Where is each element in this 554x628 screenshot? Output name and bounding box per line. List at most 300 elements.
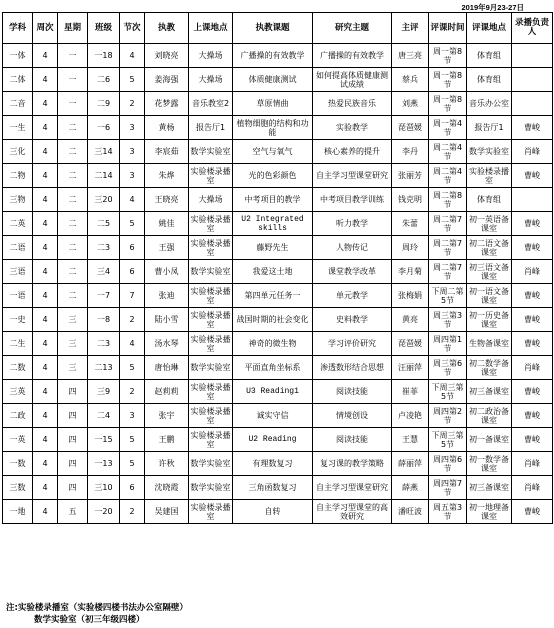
table-cell: 初三备课室: [467, 476, 512, 500]
table-cell: 2: [120, 92, 145, 116]
table-row: [3, 284, 553, 308]
table-cell: 3: [120, 140, 145, 164]
header-cell: 学科: [3, 13, 33, 44]
table-cell: 实验楼录播室: [189, 236, 233, 260]
table-cell: 热爱民族音乐: [313, 92, 392, 116]
table-cell: 沈晓霞: [145, 476, 189, 500]
table-cell: 4: [33, 68, 58, 92]
table-cell: 肖峰: [512, 452, 553, 476]
table-cell: 4: [33, 356, 58, 380]
date-range: 2019年9月23-27日: [461, 3, 524, 12]
table-cell: 音乐教室2: [189, 92, 233, 116]
table-cell: 王慧: [392, 428, 429, 452]
table-cell: 二: [58, 212, 88, 236]
table-cell: 6: [120, 476, 145, 500]
table-cell: 体育组: [467, 188, 512, 212]
table-cell: 卢凌艳: [392, 404, 429, 428]
table-cell: 三14: [88, 140, 120, 164]
table-row: [3, 380, 553, 404]
table-cell: 蔡兵: [392, 68, 429, 92]
table-cell: 初二语文备课室: [467, 236, 512, 260]
table-cell: 草原情曲: [233, 92, 313, 116]
table-cell: 4: [33, 332, 58, 356]
table-cell: 王鹏: [145, 428, 189, 452]
table-cell: 学习评价研究: [313, 332, 392, 356]
table-cell: 张丽芳: [392, 164, 429, 188]
header-cell: 周次: [33, 13, 58, 44]
header-cell: 录播负责人: [512, 13, 553, 44]
table-cell: 曹峻: [512, 332, 553, 356]
table-row: [3, 356, 553, 380]
table-cell: 二数: [3, 356, 33, 380]
table-cell: 二: [58, 236, 88, 260]
table-cell: 琵琶媛: [392, 116, 429, 140]
table-cell: 二4: [88, 404, 120, 428]
table-cell: 平面直角坐标系: [233, 356, 313, 380]
schedule-body: [3, 44, 553, 524]
table-cell: 曹小凤: [145, 260, 189, 284]
table-cell: 数学实验室: [189, 140, 233, 164]
header-cell: 评课时间: [429, 13, 467, 44]
table-cell: 唐三亮: [392, 44, 429, 68]
table-cell: 4: [120, 332, 145, 356]
table-cell: 二6: [88, 68, 120, 92]
table-cell: 第四单元任务一: [233, 284, 313, 308]
table-cell: 初一历史备课室: [467, 308, 512, 332]
table-cell: 4: [33, 140, 58, 164]
table-cell: 音乐办公室: [467, 92, 512, 116]
table-row: [3, 68, 553, 92]
table-cell: 实验楼录播室: [189, 212, 233, 236]
table-cell: 汪丽萍: [392, 356, 429, 380]
table-cell: 花梦露: [145, 92, 189, 116]
table-cell: 周三第3节: [429, 308, 467, 332]
table-row: [3, 260, 553, 284]
table-cell: 二: [58, 164, 88, 188]
table-cell: 4: [33, 404, 58, 428]
table-cell: 一英: [3, 428, 33, 452]
table-cell: 王强: [145, 236, 189, 260]
footnote: [6, 602, 188, 626]
table-row: [3, 308, 553, 332]
table-cell: 二: [58, 116, 88, 140]
table-cell: 体育组: [467, 68, 512, 92]
table-cell: 2: [120, 308, 145, 332]
table-cell: 4: [120, 44, 145, 68]
table-cell: 5: [120, 452, 145, 476]
table-cell: 周一第8节: [429, 92, 467, 116]
table-cell: 渗透数形结合思想: [313, 356, 392, 380]
table-cell: 曹峻: [512, 404, 553, 428]
table-cell: 周四第6节: [429, 452, 467, 476]
table-cell: 三4: [88, 260, 120, 284]
table-cell: 4: [33, 236, 58, 260]
table-cell: 体质健康测试: [233, 68, 313, 92]
table-cell: 吴建国: [145, 500, 189, 524]
header-cell: 上课地点: [189, 13, 233, 44]
table-cell: 情境创设: [313, 404, 392, 428]
table-cell: 大操场: [189, 44, 233, 68]
table-cell: 周玲: [392, 236, 429, 260]
table-cell: 四: [58, 404, 88, 428]
table-cell: 黄亮: [392, 308, 429, 332]
table-cell: 曹峻: [512, 308, 553, 332]
table-cell: 自转: [233, 500, 313, 524]
table-cell: [512, 92, 553, 116]
table-cell: 复习课的教学策略: [313, 452, 392, 476]
table-cell: 空气与氧气: [233, 140, 313, 164]
table-cell: 一体: [3, 44, 33, 68]
table-cell: 陆小雪: [145, 308, 189, 332]
table-cell: 初三备课室: [467, 380, 512, 404]
table-cell: 曹峻: [512, 500, 553, 524]
table-cell: 李宸茹: [145, 140, 189, 164]
table-cell: 三物: [3, 188, 33, 212]
table-cell: 姚佳: [145, 212, 189, 236]
table-cell: 中考项目教学训练: [313, 188, 392, 212]
table-cell: 二物: [3, 164, 33, 188]
table-cell: 4: [33, 500, 58, 524]
table-cell: 藤野先生: [233, 236, 313, 260]
table-cell: 黄杨: [145, 116, 189, 140]
table-cell: U2 Integrated skills: [233, 212, 313, 236]
table-cell: 一18: [88, 44, 120, 68]
table-row: [3, 332, 553, 356]
table-row: [3, 44, 553, 68]
header-cell: 班级: [88, 13, 120, 44]
table-cell: 初二政治备课室: [467, 404, 512, 428]
table-cell: 史料教学: [313, 308, 392, 332]
table-cell: 二5: [88, 212, 120, 236]
table-cell: U3 Reading1: [233, 380, 313, 404]
table-cell: 二体: [3, 68, 33, 92]
table-cell: 实验教学: [313, 116, 392, 140]
table-row: [3, 116, 553, 140]
header-cell: 执教: [145, 13, 189, 44]
table-cell: 初一备课室: [467, 428, 512, 452]
table-cell: 5: [120, 212, 145, 236]
table-cell: 4: [33, 116, 58, 140]
table-cell: 姜海强: [145, 68, 189, 92]
header-cell: 研究主题: [313, 13, 392, 44]
table-cell: 数学实验室: [189, 476, 233, 500]
table-cell: 数学实验室: [467, 140, 512, 164]
table-cell: 实验楼录播室: [189, 500, 233, 524]
table-cell: 4: [33, 380, 58, 404]
header-cell: 星期: [58, 13, 88, 44]
table-row: [3, 140, 553, 164]
table-row: [3, 212, 553, 236]
table-cell: 光的色彩颜色: [233, 164, 313, 188]
table-row: [3, 92, 553, 116]
table-cell: 赵莉莉: [145, 380, 189, 404]
table-cell: 二: [58, 260, 88, 284]
table-cell: 曹峻: [512, 212, 553, 236]
table-cell: 一史: [3, 308, 33, 332]
table-cell: 三20: [88, 188, 120, 212]
table-cell: 实验楼录播室: [189, 164, 233, 188]
table-cell: 4: [33, 428, 58, 452]
table-cell: 人物传记: [313, 236, 392, 260]
table-cell: 张迪: [145, 284, 189, 308]
table-cell: 一: [58, 92, 88, 116]
table-cell: 曹峻: [512, 380, 553, 404]
table-cell: [512, 68, 553, 92]
table-cell: 大操场: [189, 188, 233, 212]
table-cell: 周一第8节: [429, 68, 467, 92]
table-cell: 张宇: [145, 404, 189, 428]
table-cell: 周三第6节: [429, 356, 467, 380]
table-cell: 四: [58, 428, 88, 452]
table-cell: U2 Reading: [233, 428, 313, 452]
table-cell: 一6: [88, 116, 120, 140]
table-cell: 4: [120, 188, 145, 212]
table-cell: 4: [33, 212, 58, 236]
table-cell: 5: [120, 356, 145, 380]
footnote-line-1: 注:实验楼录播室（实验楼四楼书法办公室隔壁）: [6, 603, 188, 613]
table-cell: 二14: [88, 164, 120, 188]
table-cell: 实验楼录播室: [189, 428, 233, 452]
table-cell: 下周三第5节: [429, 428, 467, 452]
table-cell: 实验楼录播室: [467, 164, 512, 188]
table-cell: 4: [33, 164, 58, 188]
table-cell: [512, 188, 553, 212]
header-cell: 节次: [120, 13, 145, 44]
table-row: [3, 452, 553, 476]
table-cell: 一15: [88, 428, 120, 452]
table-cell: 实验楼录播室: [189, 284, 233, 308]
table-cell: 一13: [88, 452, 120, 476]
table-cell: 四: [58, 452, 88, 476]
table-cell: 植物细胞的结构和功能: [233, 116, 313, 140]
table-cell: 自主学习型课堂的高效研究: [313, 500, 392, 524]
table-cell: 曹峻: [512, 116, 553, 140]
table-cell: 张梅娟: [392, 284, 429, 308]
table-cell: 一语: [3, 284, 33, 308]
table-cell: 数学实验室: [189, 260, 233, 284]
table-cell: 朱烨: [145, 164, 189, 188]
table-cell: 曹峻: [512, 164, 553, 188]
table-cell: 周四第7节: [429, 476, 467, 500]
table-cell: 李丹: [392, 140, 429, 164]
table-row: [3, 476, 553, 500]
table-cell: 周二第4节: [429, 164, 467, 188]
table-cell: 二3: [88, 332, 120, 356]
table-cell: 实验楼录播室: [189, 404, 233, 428]
table-cell: 三英: [3, 380, 33, 404]
table-cell: 薛丽萍: [392, 452, 429, 476]
table-cell: 数学实验室: [189, 356, 233, 380]
table-cell: 四: [58, 476, 88, 500]
table-cell: 李月菊: [392, 260, 429, 284]
table-cell: 一地: [3, 500, 33, 524]
table-cell: 刘燕: [392, 92, 429, 116]
table-cell: 二3: [88, 236, 120, 260]
table-cell: 潘旺波: [392, 500, 429, 524]
table-cell: 肖峰: [512, 140, 553, 164]
table-cell: 初一地理备课室: [467, 500, 512, 524]
table-cell: 二语: [3, 236, 33, 260]
table-cell: 周二第7节: [429, 212, 467, 236]
table-cell: 初一数学备课室: [467, 452, 512, 476]
table-cell: 6: [120, 236, 145, 260]
table-cell: 神奇的微生物: [233, 332, 313, 356]
table-cell: 核心素养的提升: [313, 140, 392, 164]
table-cell: 4: [33, 476, 58, 500]
table-cell: 朱蕾: [392, 212, 429, 236]
table-row: [3, 236, 553, 260]
table-cell: 周二第7节: [429, 236, 467, 260]
table-cell: 二: [58, 140, 88, 164]
table-cell: 一: [58, 68, 88, 92]
table-cell: 三: [58, 356, 88, 380]
table-cell: 二英: [3, 212, 33, 236]
table-cell: 薛燕: [392, 476, 429, 500]
table-cell: 4: [33, 284, 58, 308]
table-cell: 二9: [88, 92, 120, 116]
table-cell: 一20: [88, 500, 120, 524]
table-cell: 三数: [3, 476, 33, 500]
table-cell: 周二第8节: [429, 188, 467, 212]
table-cell: 周四第2节: [429, 404, 467, 428]
table-cell: 有理数复习: [233, 452, 313, 476]
table-cell: 周四第1节: [429, 332, 467, 356]
header-cell: 主评: [392, 13, 429, 44]
table-cell: 数学实验室: [189, 452, 233, 476]
schedule-table: [2, 12, 553, 524]
table-cell: 3: [120, 404, 145, 428]
table-row: [3, 500, 553, 524]
table-cell: 4: [33, 452, 58, 476]
table-cell: 二: [58, 188, 88, 212]
table-cell: 中考项目的教学: [233, 188, 313, 212]
table-row: [3, 188, 553, 212]
table-cell: 6: [120, 260, 145, 284]
table-cell: 周一第8节: [429, 44, 467, 68]
table-cell: 曹峻: [512, 236, 553, 260]
table-cell: 三9: [88, 380, 120, 404]
table-cell: 实验楼录播室: [189, 308, 233, 332]
table-cell: 二生: [3, 332, 33, 356]
table-cell: 初三语文备课室: [467, 260, 512, 284]
table-cell: 钱克明: [392, 188, 429, 212]
table-cell: 三角函数复习: [233, 476, 313, 500]
table-cell: 初二数学备课室: [467, 356, 512, 380]
table-cell: 战国时期的社会变化: [233, 308, 313, 332]
table-cell: 听力教学: [313, 212, 392, 236]
table-cell: 4: [33, 260, 58, 284]
table-cell: 阅读技能: [313, 428, 392, 452]
table-cell: 一8: [88, 308, 120, 332]
table-cell: 周二第4节: [429, 140, 467, 164]
table-cell: 4: [33, 44, 58, 68]
table-cell: 肖峰: [512, 476, 553, 500]
table-cell: 3: [120, 116, 145, 140]
table-cell: 4: [33, 188, 58, 212]
table-cell: 曹峻: [512, 428, 553, 452]
table-cell: 一生: [3, 116, 33, 140]
table-cell: 自主学习型课堂研究: [313, 164, 392, 188]
table-cell: 单元教学: [313, 284, 392, 308]
table-cell: 4: [33, 308, 58, 332]
table-cell: 如何提高体质健康测试成绩: [313, 68, 392, 92]
table-cell: 7: [120, 284, 145, 308]
table-cell: 广播操的有效教学: [313, 44, 392, 68]
table-cell: 4: [33, 92, 58, 116]
table-cell: 下周二第5节: [429, 284, 467, 308]
table-cell: 阅读技能: [313, 380, 392, 404]
table-cell: 肖峰: [512, 260, 553, 284]
table-cell: 初一语文备课室: [467, 284, 512, 308]
table-cell: 肖峰: [512, 356, 553, 380]
table-row: [3, 164, 553, 188]
table-cell: 三化: [3, 140, 33, 164]
table-cell: 三: [58, 332, 88, 356]
table-cell: 报告厅1: [189, 116, 233, 140]
table-cell: 崔菲: [392, 380, 429, 404]
table-cell: 二13: [88, 356, 120, 380]
table-cell: 琵琶媛: [392, 332, 429, 356]
table-cell: 二政: [3, 404, 33, 428]
table-cell: 周一第4节: [429, 116, 467, 140]
table-cell: 实验楼录播室: [189, 332, 233, 356]
table-cell: 生物备课室: [467, 332, 512, 356]
table-cell: 五: [58, 500, 88, 524]
table-cell: 广播操的有效教学: [233, 44, 313, 68]
table-cell: 3: [120, 164, 145, 188]
table-cell: 三语: [3, 260, 33, 284]
table-cell: 二音: [3, 92, 33, 116]
table-row: [3, 428, 553, 452]
table-cell: 曹峻: [512, 284, 553, 308]
table-cell: 报告厅1: [467, 116, 512, 140]
table-cell: 课堂教学改革: [313, 260, 392, 284]
table-cell: 实验楼录播室: [189, 380, 233, 404]
table-cell: 5: [120, 68, 145, 92]
table-cell: 许秋: [145, 452, 189, 476]
table-cell: 自主学习型课堂研究: [313, 476, 392, 500]
table-row: [3, 404, 553, 428]
table-cell: 2: [120, 380, 145, 404]
table-cell: 王晓亮: [145, 188, 189, 212]
table-cell: 周二第7节: [429, 260, 467, 284]
table-cell: 刘晓亮: [145, 44, 189, 68]
table-cell: 一7: [88, 284, 120, 308]
table-cell: 二: [58, 284, 88, 308]
table-cell: 三10: [88, 476, 120, 500]
table-cell: 体育组: [467, 44, 512, 68]
table-cell: 一: [58, 44, 88, 68]
header-row: [3, 13, 553, 44]
table-cell: 2: [120, 500, 145, 524]
table-cell: 汤水琴: [145, 332, 189, 356]
table-cell: 下周三第5节: [429, 380, 467, 404]
table-cell: 5: [120, 428, 145, 452]
footnote-line-2: 数学实验室（初三年级四楼）: [34, 615, 145, 625]
table-cell: 四: [58, 380, 88, 404]
table-cell: 大操场: [189, 68, 233, 92]
table-cell: [512, 44, 553, 68]
table-cell: 我爱这土地: [233, 260, 313, 284]
table-cell: 唐怡琳: [145, 356, 189, 380]
table-cell: 一数: [3, 452, 33, 476]
table-cell: 初一英语备课室: [467, 212, 512, 236]
table-cell: 诚实守信: [233, 404, 313, 428]
table-cell: 周五第3节: [429, 500, 467, 524]
table-cell: 三: [58, 308, 88, 332]
header-cell: 评课地点: [467, 13, 512, 44]
header-cell: 执教课题: [233, 13, 313, 44]
